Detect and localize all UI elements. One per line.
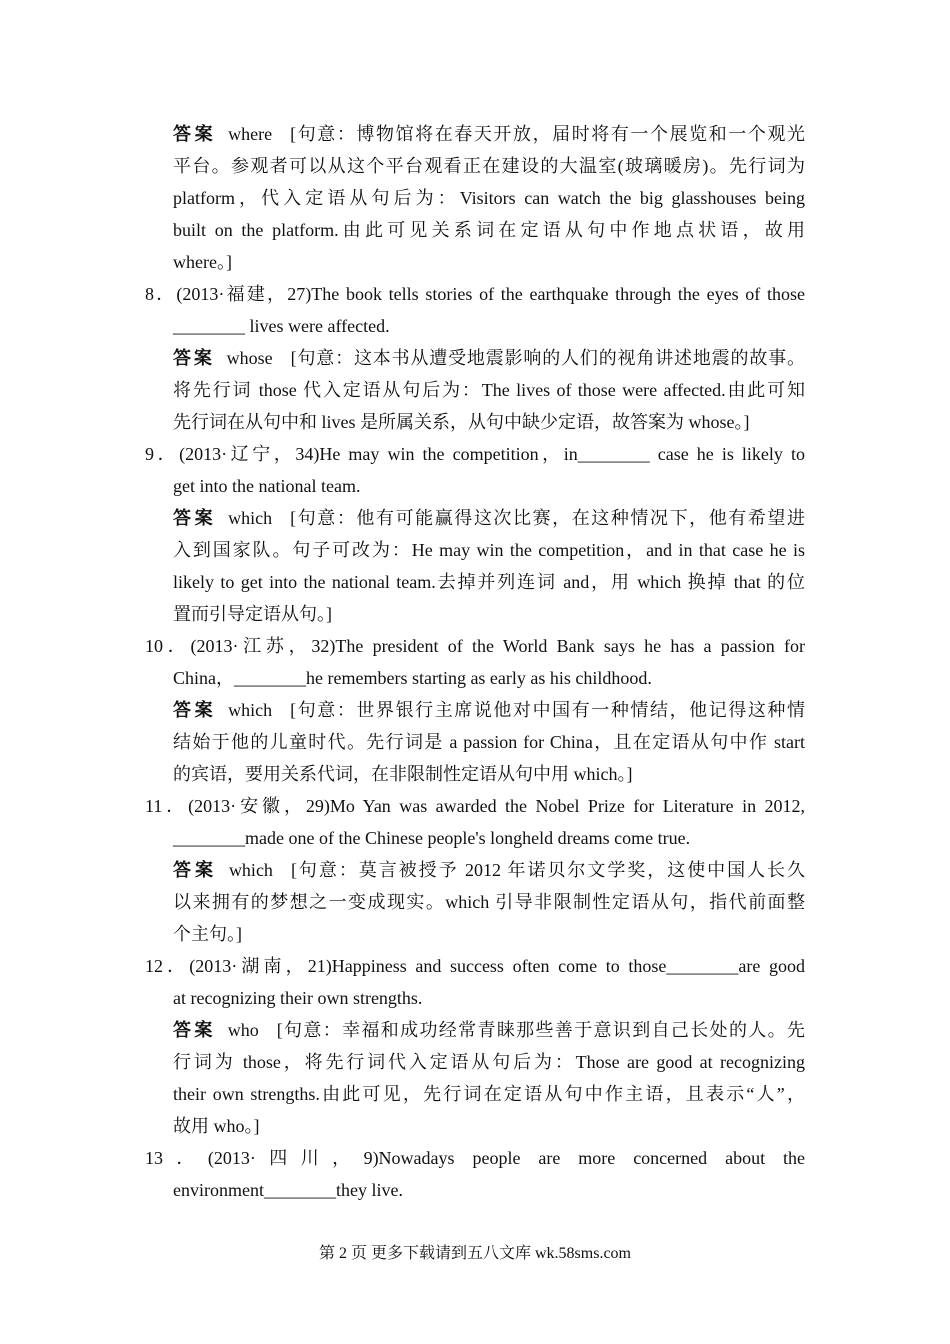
explanation-line: 结始于他的儿童时代。先行词是 a passion for China，且在定语从句中作 start [173, 732, 805, 752]
question-line: ________made one of the Chinese people's longheld dreams come true. [173, 828, 691, 848]
answer-word: which [228, 700, 273, 720]
explanation-line: where。] [173, 252, 232, 272]
question-line: at recognizing their own strengths. [173, 988, 423, 1008]
answer-line: 答案 who [句意：幸福和成功经常青睐那些善于意识到自己长处的人。先 [173, 1020, 806, 1040]
question-line: 9．(2013·辽宁，34)He may win the competition，in________ case he is likely to [145, 444, 805, 464]
question-line: get into the national team. [173, 476, 361, 496]
explanation-line: 行词为 those，将先行词代入定语从句后为：Those are good at recognizing [173, 1052, 805, 1072]
answer-label: 答案 [173, 1020, 216, 1040]
page-footer: 第 2 页 更多下载请到五八文库 wk.58sms.com [318, 1245, 631, 1262]
answer-word: which [228, 508, 273, 528]
explanation-line: 平台。参观者可以从这个平台观看正在建设的大温室(玻璃暖房)。先行词为 [173, 156, 805, 176]
answer-label: 答案 [173, 348, 215, 368]
explanation-line: platform，代入定语从句后为：Visitors can watch the big glasshouses being [173, 188, 805, 208]
explanation-line: 个主句。] [173, 924, 242, 944]
answer-word: where [228, 124, 273, 144]
explanation-line: 的宾语，要用关系代词，在非限制性定语从句中用 which。] [173, 764, 633, 784]
question-line: 10．(2013·江苏，32)The president of the World Bank says he has a passion for [145, 636, 805, 656]
answer-label: 答案 [173, 508, 217, 528]
explanation-line: 将先行词 those 代入定语从句后为：The lives of those were affected.由此可知 [173, 380, 805, 400]
explanation-line: likely to get into the national team.去掉并列连词 and，用 which 换掉 that 的位 [173, 572, 805, 592]
answer-line: 答案 where [句意：博物馆将在春天开放，届时将有一个展览和一个观光 [173, 124, 806, 144]
question-line: ________ lives were affected. [173, 316, 390, 336]
answer-label: 答案 [173, 700, 217, 720]
answer-line: 答案 which [句意：世界银行主席说他对中国有一种情结，他记得这种情 [173, 700, 806, 720]
answer-line: 答案 which [句意：他有可能赢得这次比赛，在这种情况下，他有希望进 [173, 508, 806, 528]
question-line: 11．(2013·安徽，29)Mo Yan was awarded the Nobel Prize for Literature in 2012, [145, 796, 805, 816]
explanation-line: their own strengths.由此可见，先行词在定语从句中作主语，且表示“人”， [173, 1084, 805, 1104]
question-line: 8．(2013·福建，27)The book tells stories of the earthquake through the eyes of those [145, 284, 805, 304]
question-line: China，________he remembers starting as early as his childhood. [173, 668, 652, 688]
explanation-line: 故用 who。] [173, 1116, 260, 1136]
explanation-line: 先行词在从句中和 lives 是所属关系，从句中缺少定语，故答案为 whose。] [173, 412, 750, 432]
explanation-line: 以来拥有的梦想之一变成现实。which 引导非限制性定语从句，指代前面整 [173, 892, 805, 912]
answer-word: whose [226, 348, 273, 368]
answer-word: who [227, 1020, 259, 1040]
explanation-line: built on the platform.由此可见关系词在定语从句中作地点状语，故用 [173, 220, 805, 240]
answer-label: 答案 [173, 124, 217, 144]
question-line: environment________they live. [173, 1180, 403, 1200]
answer-line: 答案 whose [句意：这本书从遭受地震影响的人们的视角讲述地震的故事。 [173, 348, 805, 368]
answer-line: 答案 which [句意：莫言被授予 2012 年诺贝尔文学奖，这使中国人长久 [173, 860, 806, 880]
answer-label: 答案 [173, 860, 217, 880]
explanation-line: 入到国家队。句子可改为：He may win the competition，and in that case he is [173, 540, 805, 560]
answer-word: which [228, 860, 273, 880]
explanation-line: 置而引导定语从句。] [173, 604, 332, 624]
question-line: 13．(2013·四川，9)Nowadays people are more concerned about the [145, 1148, 805, 1168]
question-line: 12．(2013·湖南，21)Happiness and success often come to those________are good [145, 956, 805, 976]
